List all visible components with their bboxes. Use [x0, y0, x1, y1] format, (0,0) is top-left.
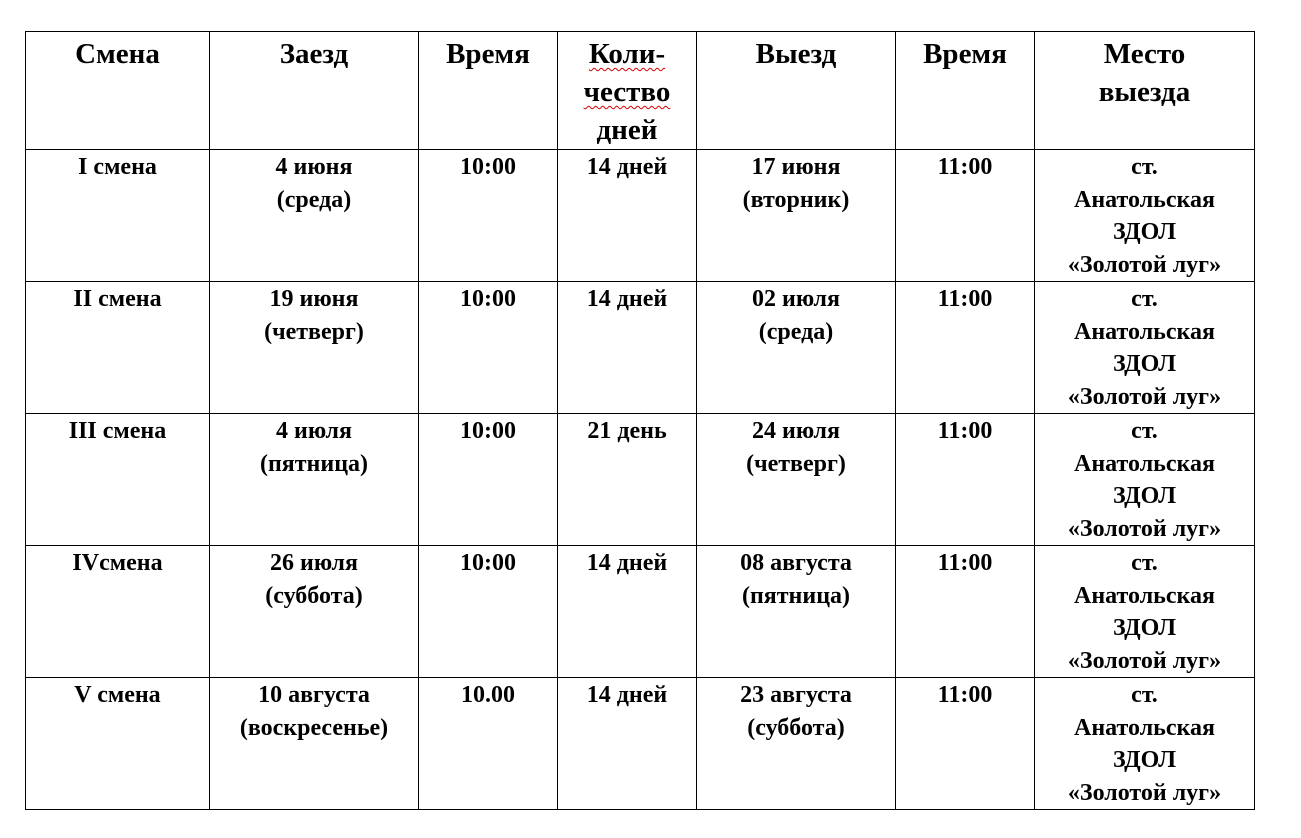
cell-shift: III смена [26, 414, 210, 546]
departure-date: 24 июля [751, 418, 841, 444]
departure-weekday: (среда) [758, 318, 834, 345]
cell-departure-time: 11:00 [896, 150, 1035, 282]
cell-shift: V смена [26, 678, 210, 810]
place-line-1: ст. [1131, 418, 1158, 444]
cell-arrival [210, 282, 419, 414]
table-row [26, 678, 1255, 810]
cell-departure-time: 11:00 [896, 678, 1035, 810]
cell-departure [697, 414, 896, 546]
cell-departure [697, 678, 896, 810]
header-shift [26, 32, 210, 150]
departure-weekday: (четверг) [746, 450, 846, 477]
table-row [26, 546, 1255, 678]
header-departure-place [1035, 32, 1255, 150]
place-line-2: Анатольская [1074, 582, 1215, 609]
arrival-date: 4 июня [275, 154, 353, 180]
arrival-weekday: (воскресенье) [239, 714, 389, 741]
arrival-weekday: (среда) [276, 186, 352, 213]
place-line-2: Анатольская [1074, 318, 1215, 345]
departure-weekday: (суббота) [747, 714, 845, 741]
place-line-1: ст. [1131, 154, 1158, 180]
cell-departure-time: 11:00 [896, 414, 1035, 546]
place-line-4: «Золотой луг» [1067, 251, 1222, 278]
header-days-count-line-1: Коли- [588, 38, 666, 70]
header-departure-place-line-1: Место [1103, 38, 1186, 70]
departure-date: 02 июля [751, 286, 841, 312]
place-line-3: ЗДОЛ [1112, 483, 1177, 509]
arrival-date: 26 июля [269, 550, 359, 576]
cell-departure [697, 546, 896, 678]
place-line-3: ЗДОЛ [1112, 219, 1177, 245]
header-arrival-text: Заезд [279, 38, 349, 70]
header-departure-time [896, 32, 1035, 150]
place-line-4: «Золотой луг» [1067, 383, 1222, 410]
cell-place [1035, 282, 1255, 414]
place-line-1: ст. [1131, 682, 1158, 708]
cell-days: 21 день [558, 414, 697, 546]
header-row [26, 32, 1255, 150]
header-departure-time-text: Время [923, 38, 1007, 70]
departure-date: 08 августа [740, 550, 852, 576]
cell-departure [697, 282, 896, 414]
cell-departure-time: 11:00 [896, 546, 1035, 678]
cell-shift: IVсмена [26, 546, 210, 678]
header-arrival [210, 32, 419, 150]
place-line-3: ЗДОЛ [1112, 351, 1177, 377]
place-line-2: Анатольская [1074, 186, 1215, 213]
cell-arrival-time: 10:00 [419, 150, 558, 282]
table-row [26, 150, 1255, 282]
header-departure [697, 32, 896, 150]
cell-arrival-time: 10.00 [419, 678, 558, 810]
cell-place [1035, 678, 1255, 810]
arrival-weekday: (пятница) [259, 450, 369, 477]
place-line-1: ст. [1131, 286, 1158, 312]
cell-days: 14 дней [558, 282, 697, 414]
place-line-4: «Золотой луг» [1067, 515, 1222, 542]
schedule-table [25, 31, 1255, 810]
cell-departure-time: 11:00 [896, 282, 1035, 414]
place-line-4: «Золотой луг» [1067, 779, 1222, 806]
arrival-date: 19 июня [269, 286, 359, 312]
arrival-weekday: (суббота) [265, 582, 363, 609]
cell-shift: I смена [26, 150, 210, 282]
departure-date: 17 июня [751, 154, 841, 180]
cell-shift: II смена [26, 282, 210, 414]
header-departure-place-line-2: выезда [1098, 76, 1191, 108]
cell-days: 14 дней [558, 678, 697, 810]
header-departure-text: Выезд [755, 38, 837, 70]
header-arrival-time-text: Время [446, 38, 530, 70]
header-shift-text: Смена [75, 38, 160, 70]
cell-arrival-time: 10:00 [419, 282, 558, 414]
cell-arrival [210, 546, 419, 678]
departure-date: 23 августа [740, 682, 852, 708]
cell-arrival-time: 10:00 [419, 546, 558, 678]
cell-arrival [210, 150, 419, 282]
cell-days: 14 дней [558, 546, 697, 678]
header-arrival-time [419, 32, 558, 150]
cell-place [1035, 414, 1255, 546]
cell-arrival-time: 10:00 [419, 414, 558, 546]
arrival-weekday: (четверг) [264, 318, 364, 345]
cell-arrival [210, 678, 419, 810]
cell-departure [697, 150, 896, 282]
header-days-count-line-3: дней [596, 114, 658, 146]
departure-weekday: (пятница) [741, 582, 851, 609]
table-row [26, 282, 1255, 414]
cell-days: 14 дней [558, 150, 697, 282]
place-line-1: ст. [1131, 550, 1158, 576]
place-line-2: Анатольская [1074, 714, 1215, 741]
arrival-date: 4 июля [275, 418, 353, 444]
table-row [26, 414, 1255, 546]
cell-place [1035, 150, 1255, 282]
cell-place [1035, 546, 1255, 678]
departure-weekday: (вторник) [742, 186, 850, 213]
cell-arrival [210, 414, 419, 546]
place-line-3: ЗДОЛ [1112, 615, 1177, 641]
place-line-3: ЗДОЛ [1112, 747, 1177, 773]
place-line-2: Анатольская [1074, 450, 1215, 477]
header-days-count-line-2: чество [583, 76, 671, 108]
header-days-count [558, 32, 697, 150]
place-line-4: «Золотой луг» [1067, 647, 1222, 674]
arrival-date: 10 августа [258, 682, 370, 708]
